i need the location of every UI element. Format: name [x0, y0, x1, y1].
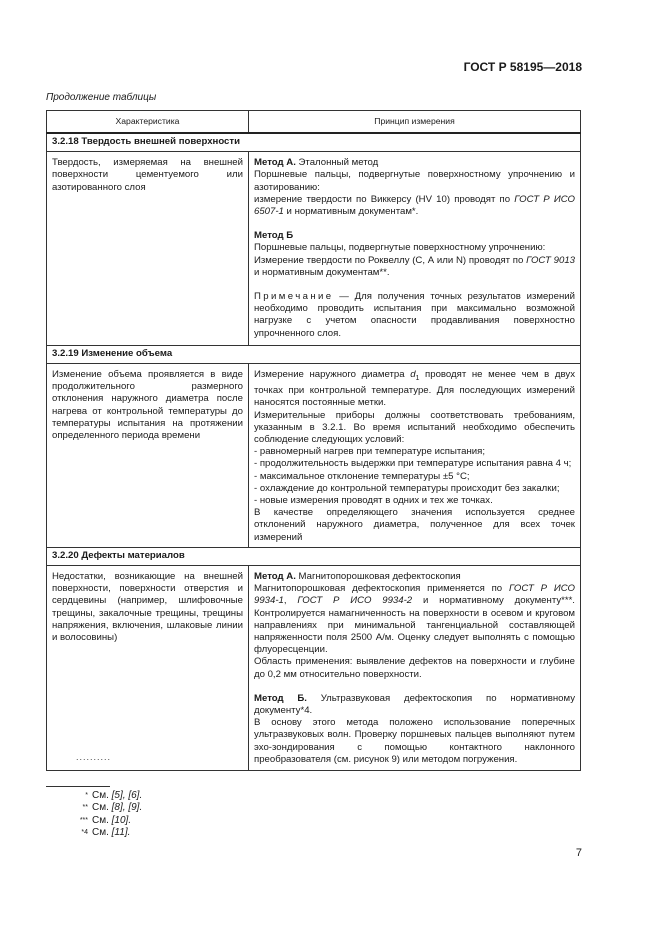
principle-defects: Метод А. Магнитопорошковая дефектоскопия Магнитопорошковая дефектоскопия применяется по ГОСТ Р ИСО 9934-1, ГОСТ Р ИСО 9934-2 и нормативному документу***. Контролируется намагниченность на поверхности в осевом и круговом направлениях при минимальной тангенциальной составляющей напряженности поля 2500 А/м. Оценку следует выполнять с помощью флуоресценции. Область применения: выявление дефектов на поверхности и глубине до 0,2 мм относительно поверхности. Метод Б. Ультразвуковая дефектоскопия по нормативному документу*4. В основу этого метода положено использование поперечных ультразвуковых волн. Проверку поршневых пальцев выполняют путем эхо-зондирования с помощью контактного наклонного преобразователя (см. рисунок 9) или методом погружения.	[249, 566, 581, 771]
footnote: ** См. [8], [9].	[82, 802, 143, 814]
section-title-volume: 3.2.19 Изменение объема	[47, 345, 581, 363]
section-title-defects: 3.2.20 Дефекты материалов	[47, 547, 581, 565]
footnote-divider	[46, 786, 110, 787]
method-b-title: Метод Б	[254, 230, 294, 242]
page-number: 7	[575, 847, 582, 859]
standard-ref: ГОСТ 9013	[526, 254, 575, 266]
section-title-hardness: 3.2.18 Твердость внешней поверхности	[47, 133, 581, 152]
principle-hardness: Метод А. Эталонный метод Поршневые пальцы, подвергнутые поверхностному упрочнению и азотированию: измерение твердости по Виккерсу (HV 10) проводят по ГОСТ Р ИСО 6507-1 и нормативным документам*. Метод Б Поршневые пальцы, подвергнутые поверхностному упрочнению: Измерение твердости по Роквеллу (С, А или N) проводят по ГОСТ 9013 и нормативным документам**. Примечание — Для получения точных результатов измерений необходимо проводить испытания при максимально возможной нагрузке с учетом опасности продавливания поверхностно упрочненного слоя.	[249, 152, 581, 346]
method-b-title: Метод Б.	[254, 692, 307, 704]
footnote: *4 См. [11].	[81, 826, 131, 838]
standard-ref: ГОСТ Р ИСО 6507-1	[254, 193, 575, 218]
continuation-dots: ..........	[76, 752, 112, 762]
footnotes	[72, 790, 142, 839]
footnote: * См. [5], [6].	[85, 790, 143, 801]
table-row	[47, 566, 581, 771]
principle-volume: Измерение наружного диаметра $d_1$ проводят не менее чем в двух точках при контрольной температуре. Для последующих измерений наносятся постоянные метки. Измерительные приборы должны соответствовать требованиям, указанным в 3.2.1. Во время испытаний необходимо обеспечить соблюдение следующих условий: - равномерный нагрев при температуре испытания; - продолжительность выдержки при температуре испытания равна 4 ч; - максимальное отклонение температуры ±5 °С; - охлаждение до контрольной температуры происходит без закалки; - новые измерения проводят в одних и тех же точках. В качестве определяющего значения используется среднее отклонений наружного диаметра, полученное для всех точек измерений	[249, 364, 581, 548]
standard-ref: ГОСТ Р ИСО 9934-2	[297, 595, 413, 607]
section-row-hardness	[47, 133, 581, 152]
table-row	[47, 364, 581, 548]
table-row	[47, 152, 581, 346]
section-row-defects	[47, 547, 581, 565]
column-header-characteristic: Характеристика	[47, 111, 249, 134]
note-label: Примечание	[254, 291, 334, 303]
characteristic-defects: Недостатки, возникающие на внешней поверхности, поверхности отверстия и сердцевины (например, шлифовочные трещины, закалочные трещины, трещины напряжения, включения, шлаковые линии и волосовины)	[47, 566, 249, 771]
standard-ref: ГОСТ Р ИСО 9934-1	[254, 583, 575, 607]
column-header-principle: Принцип измерения	[249, 111, 581, 134]
footnote: *** См. [10].	[79, 814, 132, 826]
method-a-title: Метод А.	[254, 571, 296, 582]
table-continuation-label: Продолжение таблицы	[46, 92, 157, 103]
table-header-row	[47, 111, 581, 134]
characteristic-hardness: Твердость, измеряемая на внешней поверхности цементуемого или азотированного слоя	[47, 152, 249, 346]
method-a-title: Метод А.	[254, 157, 296, 169]
specification-table	[46, 110, 581, 771]
characteristic-volume: Изменение объема проявляется в виде продолжительного размерного отклонения наружного диаметра после нагрева от контрольной температуры до температуры испытания на протяжении определенного периода времени	[47, 364, 249, 548]
standard-number: ГОСТ Р 58195—2018	[463, 60, 582, 74]
note: Примечание — Для получения точных результатов измерений необходимо проводить испытания при максимально возможной нагрузке с учетом опасности продавливания поверхностно упрочненного слоя.	[254, 291, 575, 339]
section-row-volume	[47, 345, 581, 363]
